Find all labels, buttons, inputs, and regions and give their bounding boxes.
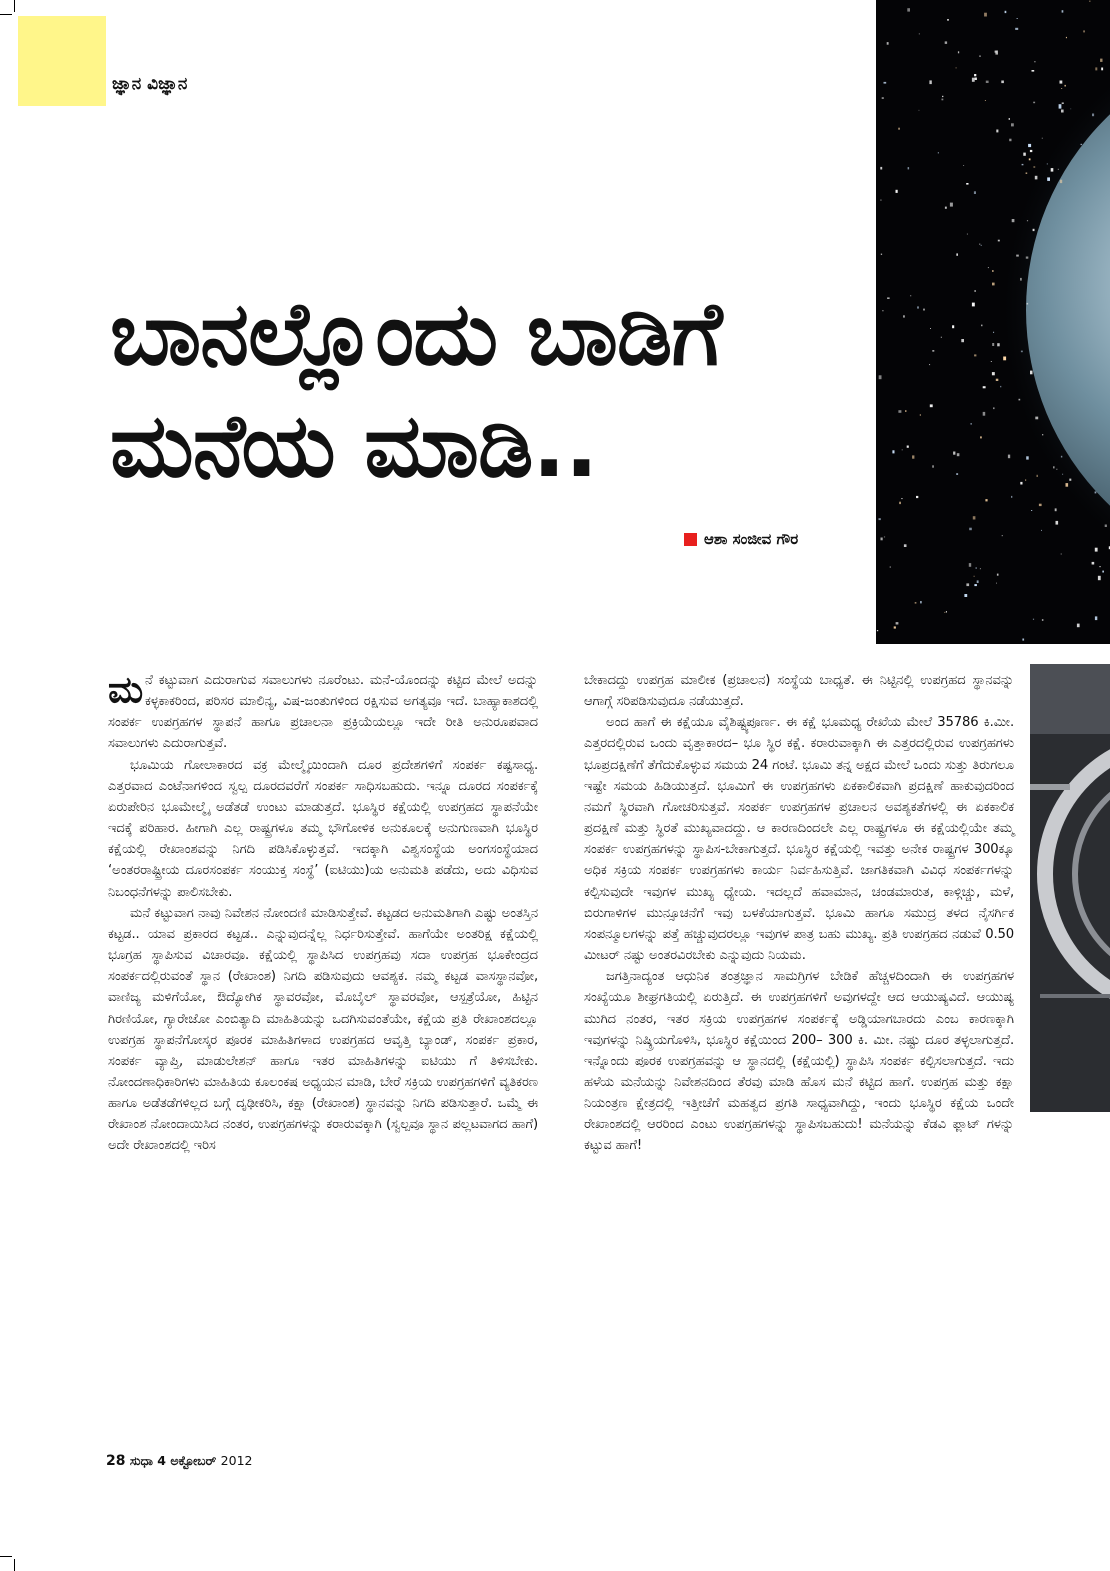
debris-speck <box>1062 10 1064 12</box>
debris-speck <box>1042 138 1043 139</box>
crop-mark <box>0 14 12 15</box>
debris-speck <box>881 538 883 541</box>
debris-speck <box>1089 1 1090 2</box>
debris-speck <box>1011 496 1012 498</box>
debris-speck <box>952 325 954 328</box>
satellite-image <box>1030 664 1110 1112</box>
debris-speck <box>932 465 934 467</box>
debris-speck <box>880 167 882 170</box>
debris-speck <box>887 42 889 45</box>
debris-speck <box>975 78 977 81</box>
debris-speck <box>1028 144 1031 147</box>
debris-speck <box>1070 109 1071 110</box>
debris-speck <box>1061 110 1064 113</box>
debris-speck <box>1033 102 1035 104</box>
debris-speck <box>1099 566 1101 567</box>
debris-speck <box>881 254 882 255</box>
debris-speck <box>966 183 968 185</box>
debris-speck <box>979 56 981 57</box>
debris-speck <box>1011 123 1014 126</box>
debris-speck <box>985 499 987 501</box>
debris-speck <box>896 622 899 624</box>
debris-speck <box>896 190 898 193</box>
debris-speck <box>1033 166 1035 167</box>
debris-speck <box>887 297 890 299</box>
debris-speck <box>996 130 998 133</box>
debris-speck <box>953 452 955 455</box>
debris-speck <box>884 82 887 84</box>
debris-speck <box>1015 28 1018 30</box>
debris-speck <box>969 528 972 531</box>
debris-speck <box>1032 70 1035 72</box>
debris-speck <box>884 537 885 538</box>
debris-speck <box>1069 479 1071 481</box>
debris-speck <box>977 580 979 583</box>
debris-speck <box>1012 219 1015 222</box>
debris-speck <box>1009 139 1011 142</box>
debris-speck <box>1034 61 1035 62</box>
debris-speck <box>881 200 882 201</box>
debris-speck <box>1042 619 1044 620</box>
debris-speck <box>1019 399 1021 401</box>
article-column-left <box>108 670 538 1157</box>
debris-speck <box>1037 475 1038 477</box>
debris-speck <box>1047 177 1050 181</box>
debris-speck <box>1060 180 1062 183</box>
debris-speck <box>974 584 977 586</box>
debris-speck <box>1105 525 1107 528</box>
debris-speck <box>1009 118 1010 120</box>
debris-speck <box>974 74 976 76</box>
debris-speck <box>971 423 972 424</box>
author-name: ಆಶಾ ಸಂಜೀವ ಗೌರ <box>704 530 799 548</box>
debris-speck <box>1002 535 1003 536</box>
debris-speck <box>996 379 999 381</box>
debris-speck <box>967 234 968 235</box>
paragraph: ಮನೆ ಕಟ್ಟುವಾಗ ನಾವು ನಿವೇಶನ ನೋಂದಣಿ ಮಾಡಿಸುತ್ತೇವೆ. ಕಟ್ಟಡದ ಅನುಮತಿಗಾಗಿ ಎಷ್ಟು ಅಂತಸ್ತಿನ ಕಟ್ಟಡ.. ಯಾವ ಪ್ರಕಾರದ ಕಟ್ಟಡ.. ಎನ್ನುವುದನ್ನೆಲ್ಲ ನಿರ್ಧರಿಸುತ್ತೇವೆ. ಹಾಗೆಯೇ ಅಂತರಿಕ್ಷ ಕಕ್ಷೆಯಲ್ಲಿ ಭೂಗ್ರಹ ಸ್ಥಾಪಿಸುವ ವಿಚಾರವೂ. ಕಕ್ಷೆಯಲ್ಲಿ ಸ್ಥಾಪಿಸಿದ ಉಪಗ್ರಹವು ಸದಾ ಉಪಗ್ರಹ ಭೂಕೇಂದ್ರದ ಸಂಪರ್ಕದಲ್ಲಿರುವಂತೆ ಸ್ಥಾನ (ರೇಖಾಂಶ) ನಿಗದಿ ಪಡಿಸುವುದು ಆವಶ್ಯಕ. ನಮ್ಮ ಕಟ್ಟಡ ವಾಸಸ್ಥಾನವೋ, ವಾಣಿಜ್ಯ ಮಳಿಗೆಯೋ, ಔದ್ಯೋಗಿಕ ಸ್ಥಾವರವೋ, ಮೊಬೈಲ್ ಸ್ಥಾವರವೋ, ಆಸ್ಪತ್ರೆಯೋ, ಹಿಟ್ಟಿನ ಗಿರಣಿಯೋ, ಗ್ಯಾರೇಜೋ ಎಂಬಿತ್ಯಾದಿ ಮಾಹಿತಿಯನ್ನು ಒದಗಿಸುವಂತೆಯೇ, ಕಕ್ಷೆಯ ಪ್ರತಿ ರೇಖಾಂಶದಲ್ಲೂ ಉಪಗ್ರಹ ಸ್ಥಾಪನೆಗೋಸ್ಕರ ಪೂರಕ ಮಾಹಿತಿಗಳಾದ ಉಪಗ್ರಹದ ಆವೃತ್ತಿ ಬ್ಯಾಂಡ್, ಸಂಪರ್ಕ ಪ್ರಕಾರ, ಸಂಪರ್ಕ ವ್ಯಾಪ್ತಿ, ಮಾಡುಲೇಶನ್ ಹಾಗೂ ಇತರ ಮಾಹಿತಿಗಳನ್ನು ಐಟಿಯು ಗೆ ತಿಳಿಸಬೇಕು. ನೋಂದಣಾಧಿಕಾರಿಗಳು ಮಾಹಿತಿಯ ಕೂಲಂಕಷ ಅಧ್ಯಯನ ಮಾಡಿ, ಬೇರೆ ಸಕ್ರಿಯ ಉಪಗ್ರಹಗಳಿಗೆ ವ್ಯತಿಕರಣ ಹಾಗೂ ಅಡೆತಡೆಗಳಿಲ್ಲದ ಬಗ್ಗೆ ದೃಢೀಕರಿಸಿ, ಕಕ್ಷಾ (ರೇಖಾಂಶ) ಸ್ಥಾನವನ್ನು ನಿಗದಿ ಪಡಿಸುತ್ತಾರೆ. ಒಮ್ಮೆ ಈ ರೇಖಾಂಶ ನೋಂದಾಯಿಸಿದ ನಂತರ, ಉಪಗ್ರಹಗಳನ್ನು ಕರಾರುವಕ್ಕಾಗಿ (ಸ್ವಲ್ಪವೂ ಸ್ಥಾನ ಪಲ್ಲಟವಾಗದ ಹಾಗೆ) ಅದೇ ರೇಖಾಂಶದಲ್ಲಿ ಇರಿಸ <box>108 905 538 1154</box>
debris-speck <box>974 576 975 577</box>
debris-speck <box>892 450 894 453</box>
article-column-right <box>584 670 1014 1157</box>
debris-speck <box>1092 562 1095 565</box>
debris-speck <box>1062 474 1063 475</box>
section-label: ಜ್ಞಾನ ವಿಜ್ಞಾನ <box>112 74 188 94</box>
debris-speck <box>980 568 981 569</box>
debris-speck <box>1101 68 1103 71</box>
debris-speck <box>984 13 987 17</box>
debris-speck <box>1059 104 1062 108</box>
debris-speck <box>1098 576 1101 580</box>
debris-speck <box>902 449 903 450</box>
debris-speck <box>985 100 986 101</box>
debris-speck <box>1100 59 1102 62</box>
debris-speck <box>1008 455 1010 459</box>
debris-speck <box>979 244 980 245</box>
debris-speck <box>1051 168 1054 172</box>
debris-speck <box>1025 479 1026 481</box>
debris-speck <box>946 611 947 612</box>
debris-speck <box>1047 164 1048 165</box>
drop-cap: ಮ <box>108 668 144 711</box>
debris-speck <box>1035 417 1038 420</box>
debris-speck <box>898 410 901 413</box>
debris-speck <box>992 270 993 272</box>
debris-speck <box>1027 303 1029 305</box>
debris-speck <box>910 295 911 296</box>
debris-speck <box>920 601 922 603</box>
debris-speck <box>1005 11 1007 13</box>
debris-speck <box>1026 257 1029 259</box>
debris-speck <box>947 19 949 21</box>
debris-speck <box>1033 619 1034 620</box>
debris-speck <box>1022 164 1024 165</box>
byline <box>684 530 798 548</box>
debris-speck <box>974 291 976 292</box>
debris-speck <box>882 97 884 98</box>
byline-square-icon <box>684 533 697 546</box>
debris-speck <box>1095 492 1097 494</box>
debris-speck <box>912 455 914 458</box>
debris-speck <box>901 498 902 499</box>
debris-speck <box>945 41 947 44</box>
debris-speck <box>899 502 901 504</box>
debris-speck <box>972 303 975 307</box>
debris-speck <box>966 583 969 586</box>
debris-speck <box>1027 220 1028 221</box>
issue-year: 2012 <box>220 1453 253 1468</box>
debris-speck <box>879 518 881 520</box>
debris-speck <box>1095 616 1097 620</box>
debris-speck <box>1083 30 1084 32</box>
debris-speck <box>1016 255 1019 257</box>
section-marker <box>18 16 106 106</box>
debris-speck <box>950 203 953 207</box>
magazine-issue: ಸುಧಾ 4 ಅಕ್ಟೋಬರ್ <box>129 1453 217 1468</box>
debris-speck <box>920 414 921 415</box>
debris-speck <box>1064 85 1066 87</box>
paragraph: ಭೂಮಿಯ ಗೋಲಾಕಾರದ ವಕ್ರ ಮೇಲ್ಮೈಯಿಂದಾಗಿ ದೂರ ಪ್ರದೇಶಗಳಿಗೆ ಸಂಪರ್ಕ ಕಷ್ಟಸಾಧ್ಯ. ಎತ್ತರವಾದ ಎಂಟೆನಾಗಳಿಂದ ಸ್ವಲ್ಪ ದೂರದವರೆಗೆ ಸಂಪರ್ಕ ಸಾಧಿಸಬಹುದು. ಇನ್ನೂ ದೂರದ ಸಂಪರ್ಕಕ್ಕೆ ಏರುಪೇರಿನ ಭೂಮೇಲ್ಮೈ ಅಡೆತಡೆ ಉಂಟು ಮಾಡುತ್ತದೆ. ಭೂಸ್ಥಿರ ಕಕ್ಷೆಯಲ್ಲಿ ಉಪಗ್ರಹದ ಸ್ಥಾಪನೆಯೇ ಇದಕ್ಕೆ ಪರಿಹಾರ. ಹೀಗಾಗಿ ಎಲ್ಲ ರಾಷ್ಟ್ರಗಳೂ ತಮ್ಮ ಭೌಗೋಳಿಕ ಅನುಕೂಲಕ್ಕೆ ಅನುಗುಣವಾಗಿ ಭೂಸ್ಥಿರ ಕಕ್ಷೆಯಲ್ಲಿ ರೇಖಾಂಶವನ್ನು ನಿಗದಿ ಪಡಿಸಿಕೊಳ್ಳುತ್ತವೆ. ಇದಕ್ಕಾಗಿ ವಿಶ್ವಸಂಸ್ಥೆಯ ಅಂಗಸಂಸ್ಥೆಯಾದ ‘ಅಂತರರಾಷ್ಟ್ರೀಯ ದೂರಸಂಪರ್ಕ ಸಂಯುಕ್ತ ಸಂಸ್ಥೆ’ (ಐಟಿಯು)ಯ ಅನುಮತಿ ಪಡೆದು, ಅದು ವಿಧಿಸುವ ನಿಬಂಧನೆಗಳನ್ನು ಪಾಲಿಸಬೇಕು. <box>108 757 538 900</box>
debris-speck <box>976 567 977 569</box>
title-line-2: ಮನೆಯ ಮಾಡಿ.. <box>110 394 598 497</box>
debris-speck <box>1081 144 1083 145</box>
debris-speck <box>1033 229 1035 231</box>
debris-speck <box>1026 173 1028 174</box>
debris-speck <box>1021 351 1023 353</box>
debris-speck <box>1030 150 1032 152</box>
debris-speck <box>992 283 995 286</box>
debris-speck <box>1061 88 1062 89</box>
debris-speck <box>1039 504 1042 506</box>
debris-speck <box>980 436 982 438</box>
debris-speck <box>972 78 975 82</box>
debris-speck <box>942 96 943 97</box>
debris-speck <box>981 325 983 327</box>
debris-speck <box>915 602 917 603</box>
debris-speck <box>1041 530 1042 531</box>
debris-speck <box>877 630 878 631</box>
page-footer <box>106 1453 252 1469</box>
debris-speck <box>1030 371 1033 375</box>
debris-speck <box>923 309 925 311</box>
debris-speck <box>956 473 958 474</box>
debris-speck <box>919 110 920 111</box>
debris-speck <box>917 306 918 308</box>
debris-speck <box>997 574 999 576</box>
debris-speck <box>991 361 992 362</box>
debris-speck <box>1022 639 1024 641</box>
debris-speck <box>992 372 995 375</box>
debris-speck <box>1029 158 1031 160</box>
debris-speck <box>890 566 891 567</box>
article-title <box>110 278 870 502</box>
debris-speck <box>1077 624 1080 628</box>
debris-speck <box>882 310 883 311</box>
debris-speck <box>1066 483 1069 487</box>
debris-speck <box>894 626 896 628</box>
debris-speck <box>916 496 918 498</box>
debris-speck <box>938 152 939 153</box>
debris-speck <box>983 412 986 416</box>
debris-speck <box>907 8 910 11</box>
debris-speck <box>973 516 976 519</box>
debris-speck <box>969 563 971 567</box>
debris-speck <box>1102 571 1104 573</box>
debris-speck <box>957 453 960 456</box>
space-debris-image <box>876 0 1110 644</box>
debris-speck <box>981 245 982 246</box>
debris-speck <box>1026 456 1029 459</box>
debris-speck <box>1020 278 1022 281</box>
debris-speck <box>986 81 989 83</box>
debris-speck <box>1000 386 1001 387</box>
debris-speck <box>1061 456 1062 458</box>
debris-speck <box>1042 434 1043 435</box>
debris-speck <box>1035 176 1038 180</box>
debris-speck <box>983 386 986 388</box>
debris-speck <box>996 583 997 584</box>
debris-speck <box>974 191 976 194</box>
debris-speck <box>1056 469 1057 470</box>
debris-speck <box>945 207 947 209</box>
debris-speck <box>993 332 994 333</box>
debris-speck <box>929 364 930 365</box>
paragraph: ಜಗತ್ತಿನಾದ್ಯಂತ ಆಧುನಿಕ ತಂತ್ರಜ್ಞಾನ ಸಾಮಗ್ರಿಗಳ ಬೇಡಿಕೆ ಹೆಚ್ಚಳದಿಂದಾಗಿ ಈ ಉಪಗ್ರಹಗಳ ಸಂಖ್ಯೆಯೂ ಶೀಘ್ರಗತಿಯಲ್ಲಿ ಏರುತ್ತಿದೆ. ಈ ಉಪಗ್ರಹಗಳಿಗೆ ಅವುಗಳದ್ದೇ ಆದ ಆಯುಷ್ಯವಿದೆ. ಆಯುಷ್ಯ ಮುಗಿದ ನಂತರ, ಇತರ ಸಕ್ರಿಯ ಉಪಗ್ರಹಗಳ ಸಂಪರ್ಕಕ್ಕೆ ಅಡ್ಡಿಯಾಗಬಾರದು ಎಂಬ ಕಾರಣಕ್ಕಾಗಿ ಇವುಗಳನ್ನು ನಿಷ್ಕ್ರಿಯಗೊಳಿಸಿ, ಭೂಸ್ಥಿರ ಕಕ್ಷೆಯಿಂದ 200– 300 ಕಿ. ಮೀ. ನಷ್ಟು ದೂರ ತಳ್ಳಲಾಗುತ್ತದೆ. ಇನ್ನೊಂದು ಪೂರಕ ಉಪಗ್ರಹವನ್ನು ಆ ಸ್ಥಾನದಲ್ಲಿ (ಕಕ್ಷೆಯಲ್ಲಿ) ಸ್ಥಾಪಿಸಿ ಸಂಪರ್ಕ ಕಲ್ಪಿಸಲಾಗುತ್ತದೆ. ಇದು ಹಳೆಯ ಮನೆಯನ್ನು ನಿವೇಶನದಿಂದ ತೆರವು ಮಾಡಿ ಹೊಸ ಮನೆ ಕಟ್ಟಿದ ಹಾಗೆ. ಉಪಗ್ರಹ ಮತ್ತು ಕಕ್ಷಾ ನಿಯಂತ್ರಣ ಕ್ಷೇತ್ರದಲ್ಲಿ ಇತ್ತೀಚೆಗೆ ಮಹತ್ವದ ಪ್ರಗತಿ ಸಾಧ್ಯವಾಗಿದ್ದು, ಇಂದು ಭೂಸ್ಥಿರ ಕಕ್ಷೆಯ ಒಂದೇ ರೇಖಾಂಶದಲ್ಲಿ ಆರರಿಂದ ಎಂಟು ಉಪಗ್ರಹಗಳನ್ನು ಸ್ಥಾಪಿಸಬಹುದು! ಮನೆಯನ್ನು ಕೆಡವಿ ಫ್ಲಾಟ್ ಗಳನ್ನು ಕಟ್ಟುವ ಹಾಗೆ! <box>584 969 1014 1154</box>
crop-mark <box>14 0 15 12</box>
debris-speck <box>942 99 944 101</box>
debris-speck <box>1095 67 1097 70</box>
debris-speck <box>941 337 942 338</box>
debris-speck <box>919 34 920 35</box>
debris-speck <box>964 594 967 597</box>
debris-speck <box>1056 521 1059 525</box>
debris-speck <box>1062 103 1064 104</box>
paragraph: ಮನೆ ಕಟ್ಟುವಾಗ ಎದುರಾಗುವ ಸವಾಲುಗಳು ನೂರೆಂಟು. ಮನೆ-ಯೊಂದನ್ನು ಕಟ್ಟಿದ ಮೇಲೆ ಅದನ್ನು ಕಳ್ಳಕಾಕರಿಂದ, ಪರಿಸರ ಮಾಲಿನ್ಯ, ವಿಷ-ಜಂತುಗಳಿಂದ ರಕ್ಷಿಸುವ ಅಗತ್ಯವೂ ಇದೆ. ಬಾಹ್ಯಾಕಾಶದಲ್ಲಿ ಸಂಪರ್ಕ ಉಪಗ್ರಹಗಳ ಸ್ಥಾಪನೆ ಹಾಗೂ ಪ್ರಚಾಲನಾ ಪ್ರಕ್ರಿಯೆಯಲ್ಲೂ ಇದೇ ರೀತಿ ಅನುರೂಪವಾದ ಸವಾಲುಗಳು ಎದುರಾಗುತ್ತವೆ. <box>108 668 538 752</box>
debris-speck <box>988 267 989 268</box>
paragraph: ಅಂದ ಹಾಗೆ ಈ ಕಕ್ಷೆಯೂ ವೈಶಿಷ್ಟ್ಯಪೂರ್ಣ. ಈ ಕಕ್ಷೆ ಭೂಮಧ್ಯ ರೇಖೆಯ ಮೇಲೆ 35786 ಕಿ.ಮೀ. ಎತ್ತರದಲ್ಲಿರುವ ಒಂದು ವೃತ್ತಾಕಾರದ– ಭೂ ಸ್ಥಿರ ಕಕ್ಷೆ. ಕರಾರುವಾಕ್ಕಾಗಿ ಈ ಎತ್ತರದಲ್ಲಿರುವ ಉಪಗ್ರಹಗಳು ಭೂಪ್ರದಕ್ಷಿಣೆಗೆ ತೆಗೆದುಕೊಳ್ಳುವ ಸಮಯ 24 ಗಂಟೆ. ಭೂಮಿ ತನ್ನ ಅಕ್ಷದ ಮೇಲೆ ಒಂದು ಸುತ್ತು ತಿರುಗಲೂ ಇಷ್ಟೇ ಸಮಯ ಹಿಡಿಯುತ್ತದೆ. ಭೂಮಿಗೆ ಈ ಉಪಗ್ರಹಗಳು ಏಕಕಾಲಿಕವಾಗಿ ಪ್ರದಕ್ಷಿಣೆ ಹಾಕುವುದರಿಂದ ನಮಗೆ ಸ್ಥಿರವಾಗಿ ಗೋಚರಿಸುತ್ತವೆ. ಸಂಪರ್ಕ ಉಪಗ್ರಹಗಳ ಪ್ರಚಾಲನ ಅವಶ್ಯಕತೆಗಳಲ್ಲಿ ಈ ಏಕಕಾಲಿಕ ಪ್ರದಕ್ಷಿಣೆ ಮತ್ತು ಸ್ಥಿರತೆ ಮುಖ್ಯವಾದದ್ದು. ಆ ಕಾರಣದಿಂದಲೇ ಎಲ್ಲ ರಾಷ್ಟ್ರಗಳೂ ಈ ಕಕ್ಷೆಯಲ್ಲಿಯೇ ತಮ್ಮ ಸಂಪರ್ಕ ಉಪಗ್ರಹಗಳನ್ನು ಸ್ಥಾಪಿಸ-ಬೇಕಾಗುತ್ತದೆ. ಭೂಸ್ಥಿರ ಕಕ್ಷೆಯಲ್ಲಿ ಇವತ್ತು ಅನೇಕ ರಾಷ್ಟ್ರಗಳ 300ಕ್ಕೂ ಅಧಿಕ ಸಕ್ರಿಯ ಸಂಪರ್ಕ ಉಪಗ್ರಹಗಳು ಕಾರ್ಯ ನಿರ್ವಹಿಸುತ್ತಿವೆ. ಜಾಗತಿಕವಾಗಿ ವಿವಿಧ ಸಂಪರ್ಕಗಳನ್ನು ಕಲ್ಪಿಸುವುದೇ ಇವುಗಳ ಮುಖ್ಯ ಧ್ಯೇಯ. ಇದಲ್ಲದೆ ಹವಾಮಾನ, ಚಂಡಮಾರುತ, ಕಾಳ್ಗಿಚ್ಚು, ಮಳೆ, ಬಿರುಗಾಳಿಗಳ ಮುನ್ಸೂಚನೆಗೆ ಇವು ಬಳಕೆಯಾಗುತ್ತವೆ. ಭೂಮಿ ಹಾಗೂ ಸಮುದ್ರ ತಳದ ನೈಸರ್ಗಿಕ ಸಂಪನ್ಮೂಲಗಳನ್ನು ಪತ್ತೆ ಹಚ್ಚುವುದರಲ್ಲೂ ಇವುಗಳ ಪಾತ್ರ ಬಹು ಮುಖ್ಯ. ಪ್ರತಿ ಉಪಗ್ರಹದ ನಡುವೆ 0.50 ಮೀಟರ್ ನಷ್ಟು ಅಂತರವಿರಬೇಕು ಎನ್ನುವುದು ನಿಯಮ. <box>584 715 1014 964</box>
debris-speck <box>1066 37 1067 38</box>
paragraph: ಬೇಕಾದದ್ದು ಉಪಗ್ರಹ ಮಾಲೀಕ (ಪ್ರಚಾಲನ) ಸಂಸ್ಥೆಯ ಬಾಧ್ಯತೆ. ಈ ನಿಟ್ಟಿನಲ್ಲಿ ಉಪಗ್ರಹದ ಸ್ಥಾನವನ್ನು ಆಗಾಗ್ಗೆ ಸರಿಪಡಿಸುವುದೂ ನಡೆಯುತ್ತದೆ. <box>584 673 1014 710</box>
debris-speck <box>1017 18 1018 19</box>
debris-speck <box>1058 169 1059 170</box>
crop-mark <box>14 1559 15 1571</box>
debris-speck <box>1092 114 1094 117</box>
debris-speck <box>908 167 910 169</box>
debris-speck <box>995 51 998 55</box>
debris-speck <box>904 544 907 547</box>
debris-speck <box>1055 508 1057 511</box>
page-number: 28 <box>106 1453 126 1469</box>
debris-speck <box>1023 153 1026 156</box>
debris-speck <box>907 446 909 448</box>
debris-speck <box>1001 81 1004 84</box>
debris-speck <box>974 354 976 356</box>
debris-speck <box>958 51 959 53</box>
debris-speck <box>956 68 957 69</box>
debris-speck <box>963 165 964 166</box>
debris-speck <box>932 350 934 352</box>
debris-speck <box>930 328 931 329</box>
debris-speck <box>1095 548 1098 552</box>
debris-speck <box>1003 357 1006 361</box>
debris-speck <box>929 80 931 84</box>
debris-speck <box>903 315 905 317</box>
debris-speck <box>998 240 1000 242</box>
debris-speck <box>1053 466 1055 468</box>
debris-speck <box>898 128 899 130</box>
debris-speck <box>992 343 994 346</box>
debris-speck <box>1061 554 1062 555</box>
debris-speck <box>1060 81 1063 84</box>
debris-speck <box>1020 482 1022 485</box>
debris-speck <box>905 410 906 412</box>
debris-speck <box>930 404 933 407</box>
debris-speck <box>944 612 945 613</box>
debris-speck <box>1031 510 1032 511</box>
crop-mark <box>0 1556 12 1557</box>
debris-speck <box>956 253 958 255</box>
debris-speck <box>961 339 964 342</box>
debris-speck <box>997 343 1000 346</box>
debris-speck <box>879 375 882 379</box>
title-line-1: ಬಾನಲ್ಲೊಂದು ಬಾಡಿಗೆ <box>110 282 722 385</box>
debris-speck <box>993 407 994 409</box>
